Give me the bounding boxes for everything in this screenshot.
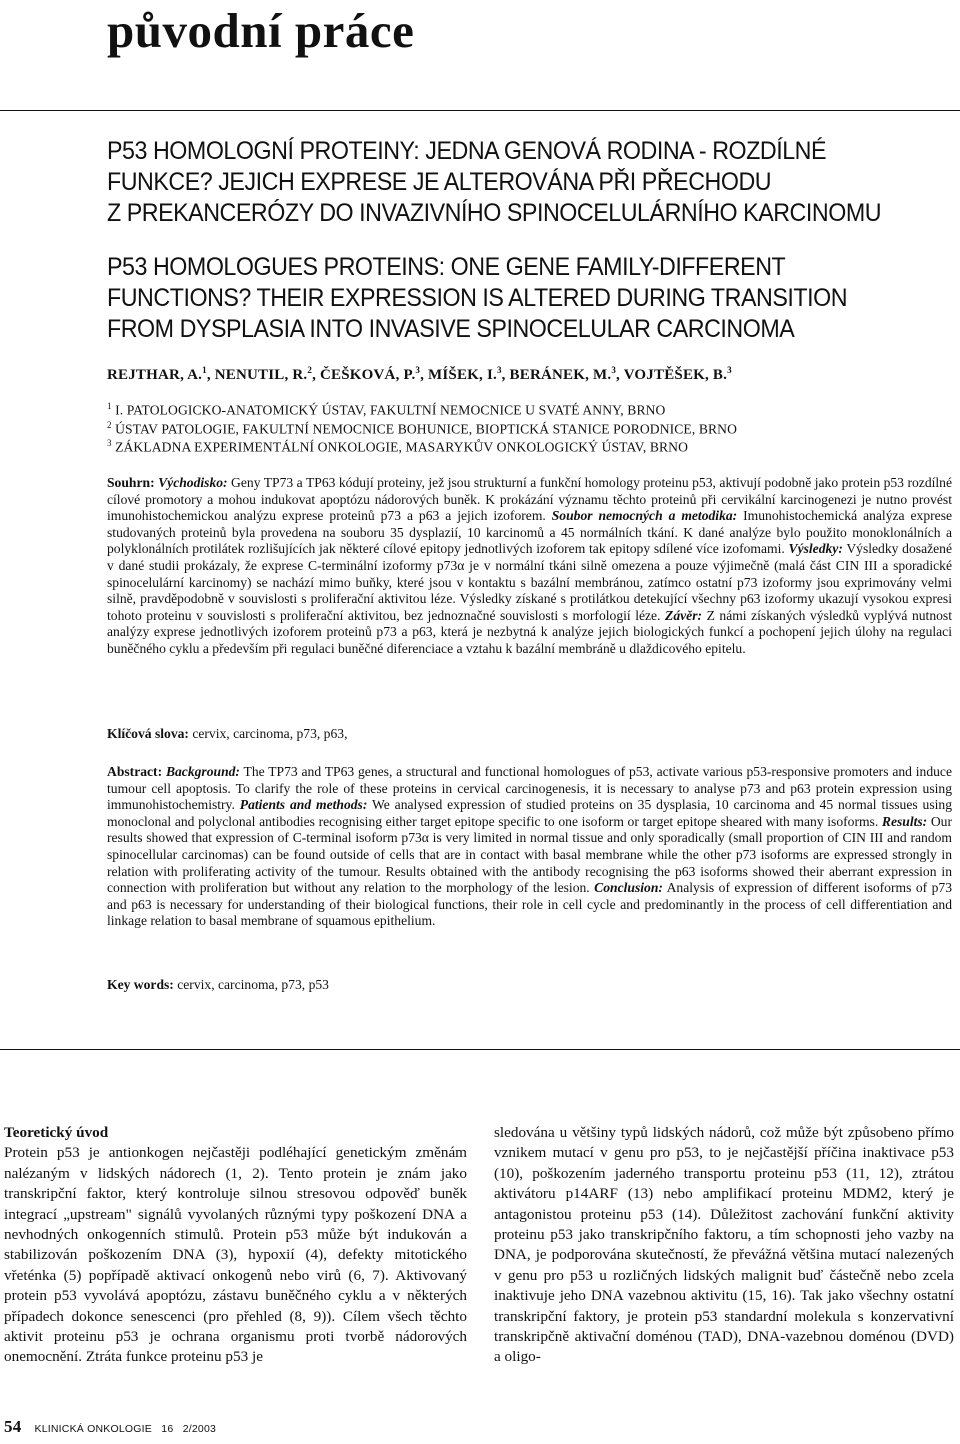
run-label: Abstract:: [107, 764, 166, 779]
title-line: P53 HOMOLOGNÍ PROTEINY: JEDNA GENOVÁ RODINA - ROZDÍLNÉ: [107, 137, 827, 165]
author-name: REJTHAR, A.: [107, 367, 203, 383]
affiliation: [107, 401, 665, 419]
keywords-text: cervix, carcinoma, p73, p63,: [188, 726, 348, 741]
title-line: FROM DYSPLASIA INTO INVASIVE SPINOCELULAR CARCINOMA: [107, 315, 795, 343]
run-text: Geny TP73 a TP63 kódují proteiny, jež jsou strukturní a funkční homology proteinu p53, aktivují podobně jako protein p53 rozdílné cílové promotory a mohou indukovat apoptózu nádorových buněk. K prokázání významu těchto proteinů při cervikální karcinogenezi je nutno provést imunohistochemickou analýzu exprese proteinů p73 a p63 a jejich izoforem.: [107, 475, 953, 524]
author-affiliation-mark: 3: [611, 365, 617, 375]
author-name: VOJTĚŠEK, B.: [623, 367, 728, 383]
header-divider: [0, 110, 960, 111]
journal-issue: 2/2003: [182, 1423, 217, 1435]
author-name: MÍŠEK, I.: [428, 367, 497, 383]
affiliation-mark: 3: [107, 438, 112, 448]
run-text: Our results showed that expression of C-terminal isoform p73α is very limited in normal tissue and only sporadically (small proportion of CIN III and random spinocellular carcinomas) can be found outside of cells that are in contact with basal membrane while the other p73 isoforms are expressed strongly in relation with proliferating activity of the tumour. Results obtained with the antibody recognising the p63 isoforms showed their aberrant expression in connection with proliferation but without any relation to the morphology of the lesion.: [107, 813, 952, 896]
body-paragraph: sledována u většiny typů lidských nádorů, což může být způsobeno přímo vznikem mutací v genu pro p53, to je nejčastější příčina inaktivace p53 (10), poškozením jaderného transportu proteinu p53 (11, 12), ztrátou aktivátoru p14ARF (13) nebo amplifikací proteinu MDM2, který je antagonistou proteinu p53 (14). Důležitost zachování funkční aktivity proteinu p53 jako transkripčního faktoru, a tím schopnosti jeho vazby na DNA, je podporována skutečností, že převážná většina mutací nalezených v genu pro p53 u rozličných lidských malignit buď částečně nebo zcela inaktivuje jeho DNA vazebnou aktivitu (15, 16). Tak jako všechny ostatní transkripční faktory, je protein p53 standardní molekula s konzervativní transkripčně aktivační doménou (TAD), DNA-vazebnou doménou (DVD) a oligo-: [494, 1124, 954, 1366]
run-subheading: Soubor nemocných a metodika:: [551, 508, 738, 524]
author-name: ČEŠKOVÁ, P.: [320, 367, 416, 383]
run-subheading: Patients and methods:: [239, 797, 368, 813]
run-subheading: Background:: [165, 764, 240, 779]
run-text: Z námi získaných výsledků vyplývá nutnost analýzy exprese jednotlivých izoforem proteinů p73 a p63, která je nezbytná k analýze jejich biologických funkcí a pochopení jejich úlohy na regulaci buněčného cyklu a především při regulaci buněčné diferenciace a vztahu k bazální membráně u dlaždicového epitelu.: [107, 607, 952, 656]
author-affiliation-mark: 1: [202, 365, 207, 375]
author-affiliation-mark: 3: [727, 365, 732, 375]
body-column-right: [494, 1123, 954, 1368]
article-title-czech: [107, 136, 898, 229]
title-line: Z PREKANCERÓZY DO INVAZIVNÍHO SPINOCELULÁRNÍHO KARCINOMU: [107, 199, 882, 227]
author-name: BERÁNEK, M.: [509, 367, 612, 383]
keywords-english: [107, 977, 329, 993]
page-number: 54: [4, 1417, 22, 1436]
affiliation-mark: 2: [107, 420, 112, 430]
affiliation-mark: 1: [107, 401, 112, 411]
run-subheading: Výsledky:: [788, 541, 843, 557]
affiliation-text: ZÁKLADNA EXPERIMENTÁLNÍ ONKOLOGIE, MASARYKŮV ONKOLOGICKÝ ÚSTAV, BRNO: [115, 439, 688, 455]
keywords-label: Key words:: [107, 977, 174, 992]
section-title: původní práce: [107, 3, 415, 58]
article-title-english: [107, 252, 898, 345]
author-name: NENUTIL, R.: [214, 367, 308, 383]
author-affiliation-mark: 2: [307, 365, 313, 375]
run-subheading: Results:: [881, 813, 928, 829]
author-affiliation-mark: 3: [496, 365, 502, 375]
journal-name: KLINICKÁ ONKOLOGIE: [34, 1423, 152, 1435]
run-text: Výsledky dosažené v dané studii prokázaly, že exprese C-terminální izoformy p73α je v normální tkáni silně omezena a pouze výjimečně (malá část CIN III a sporadické spinocelulární karcinomy) se nachází mimo buňky, které jsou v kontaktu s bazální membránou, zatímco ostatní p73 izoformy jsou exprimovány velmi silně, pravděpodobně v souvislosti s proliferační aktivitou léze. Výsledky získané s protilátkou detekující všechny p63 izoformy ukazují vysokou expresi tohoto proteinu v souvislosti s proliferační aktivitou, bez jednoznačné souvislosti s morfologií léze.: [107, 541, 952, 623]
title-line: FUNCTIONS? THEIR EXPRESSION IS ALTERED DURING TRANSITION: [107, 284, 848, 312]
section-divider: [0, 1049, 960, 1050]
title-line: FUNKCE? JEJICH EXPRESE JE ALTEROVÁNA PŘI PŘECHODU: [107, 168, 772, 196]
run-subheading: Východisko:: [158, 475, 228, 490]
keywords-text: cervix, carcinoma, p73, p53: [173, 977, 329, 992]
affiliation-text: ÚSTAV PATOLOGIE, FAKULTNÍ NEMOCNICE BOHUNICE, BIOPTICKÁ STANICE PORODNICE, BRNO: [115, 421, 737, 437]
abstract-english: [107, 764, 952, 930]
run-text: The TP73 and TP63 genes, a structural and functional homologues of p53, activate various p53-responsive promoters and induce tumour cell apoptosis. To clarify the role of these proteins in cervical carcinogenesis, it is necessary to analyse p73 and p63 protein expression using immunohistochemistry.: [107, 764, 952, 813]
run-subheading: Závěr:: [665, 607, 703, 623]
section-heading: Teoretický úvod: [4, 1124, 109, 1141]
body-column-left: [4, 1123, 467, 1368]
keywords-label: Klíčová slova:: [107, 726, 189, 741]
journal-volume: 16: [161, 1423, 174, 1435]
run-label: Souhrn:: [107, 475, 159, 490]
page-footer: [4, 1417, 216, 1437]
run-subheading: Conclusion:: [594, 880, 663, 896]
affiliation: [107, 438, 688, 456]
run-text: We analysed expression of studied proteins on 35 dysplasia, 10 carcinoma and 45 normal tissues using monoclonal and polyclonal antibodies recognising either target epitope specific to one isoform or target epitope sheared with many isoforms.: [107, 797, 952, 829]
run-text: Imunohistochemická analýza exprese studovaných proteinů byla provedena na souboru 35 dysplazií, 10 karcinomů a 45 normálních tkání. K dané analýze bylo použito monoklonálních a polyklonálních protilátek rozlišujících jak některé cílové epitopy jednotlivých izoforem tak epitopy sdílené více izofomami.: [107, 508, 953, 557]
title-line: P53 HOMOLOGUES PROTEINS: ONE GENE FAMILY-DIFFERENT: [107, 253, 786, 281]
summary-czech: [107, 475, 952, 658]
affiliation-text: I. PATOLOGICKO-ANATOMICKÝ ÚSTAV, FAKULTNÍ NEMOCNICE U SVATÉ ANNY, BRNO: [115, 402, 666, 418]
run-text: Analysis of expression of different isoforms of p73 and p63 is necessary for understanding of their biological functions, their role in cell cycle and predominantly in the process of cell differentiation and linkage relation to basal membrane of squamous epithelium.: [107, 880, 952, 929]
author-affiliation-mark: 3: [415, 365, 421, 375]
keywords-czech: [107, 726, 347, 742]
body-paragraph: Protein p53 je antionkogen nejčastěji podléhající genetickým změnám nalézaným v lidských nádorech (1, 2). Tento protein je znám jako transkripční faktor, který kontroluje silnou stresovou odpověď buněk integrací „upstream" signálů vyvolaných různými typy poškození DNA a nevhodných onkogenních stimulů. Protein p53 může být indukován a stabilizován poškozením DNA (3), hypoxií (4), defekty mitotického vřeténka (5) popřípadě aktivací onkogenů nebo virů (6, 7). Aktivovaný protein p53 vyvolává apoptózu, zástavu buněčného cyklu a v některých případech dokonce senescenci (pro přehled (8, 9)). Cílem všech těchto aktivit proteinu p53 je ochrana organismu proti tvorbě nádorových onemocnění. Ztráta funkce proteinu p53 je: [4, 1144, 467, 1366]
affiliation: [107, 420, 737, 438]
author-list: REJTHAR, A.$^1$, NENUTIL, R.$^2$, ČEŠKOVÁ, P.$^3$, MÍŠEK, I.$^3$, BERÁNEK, M.$^3$, VOJTĚŠEK, B.$^3$: [107, 365, 732, 383]
